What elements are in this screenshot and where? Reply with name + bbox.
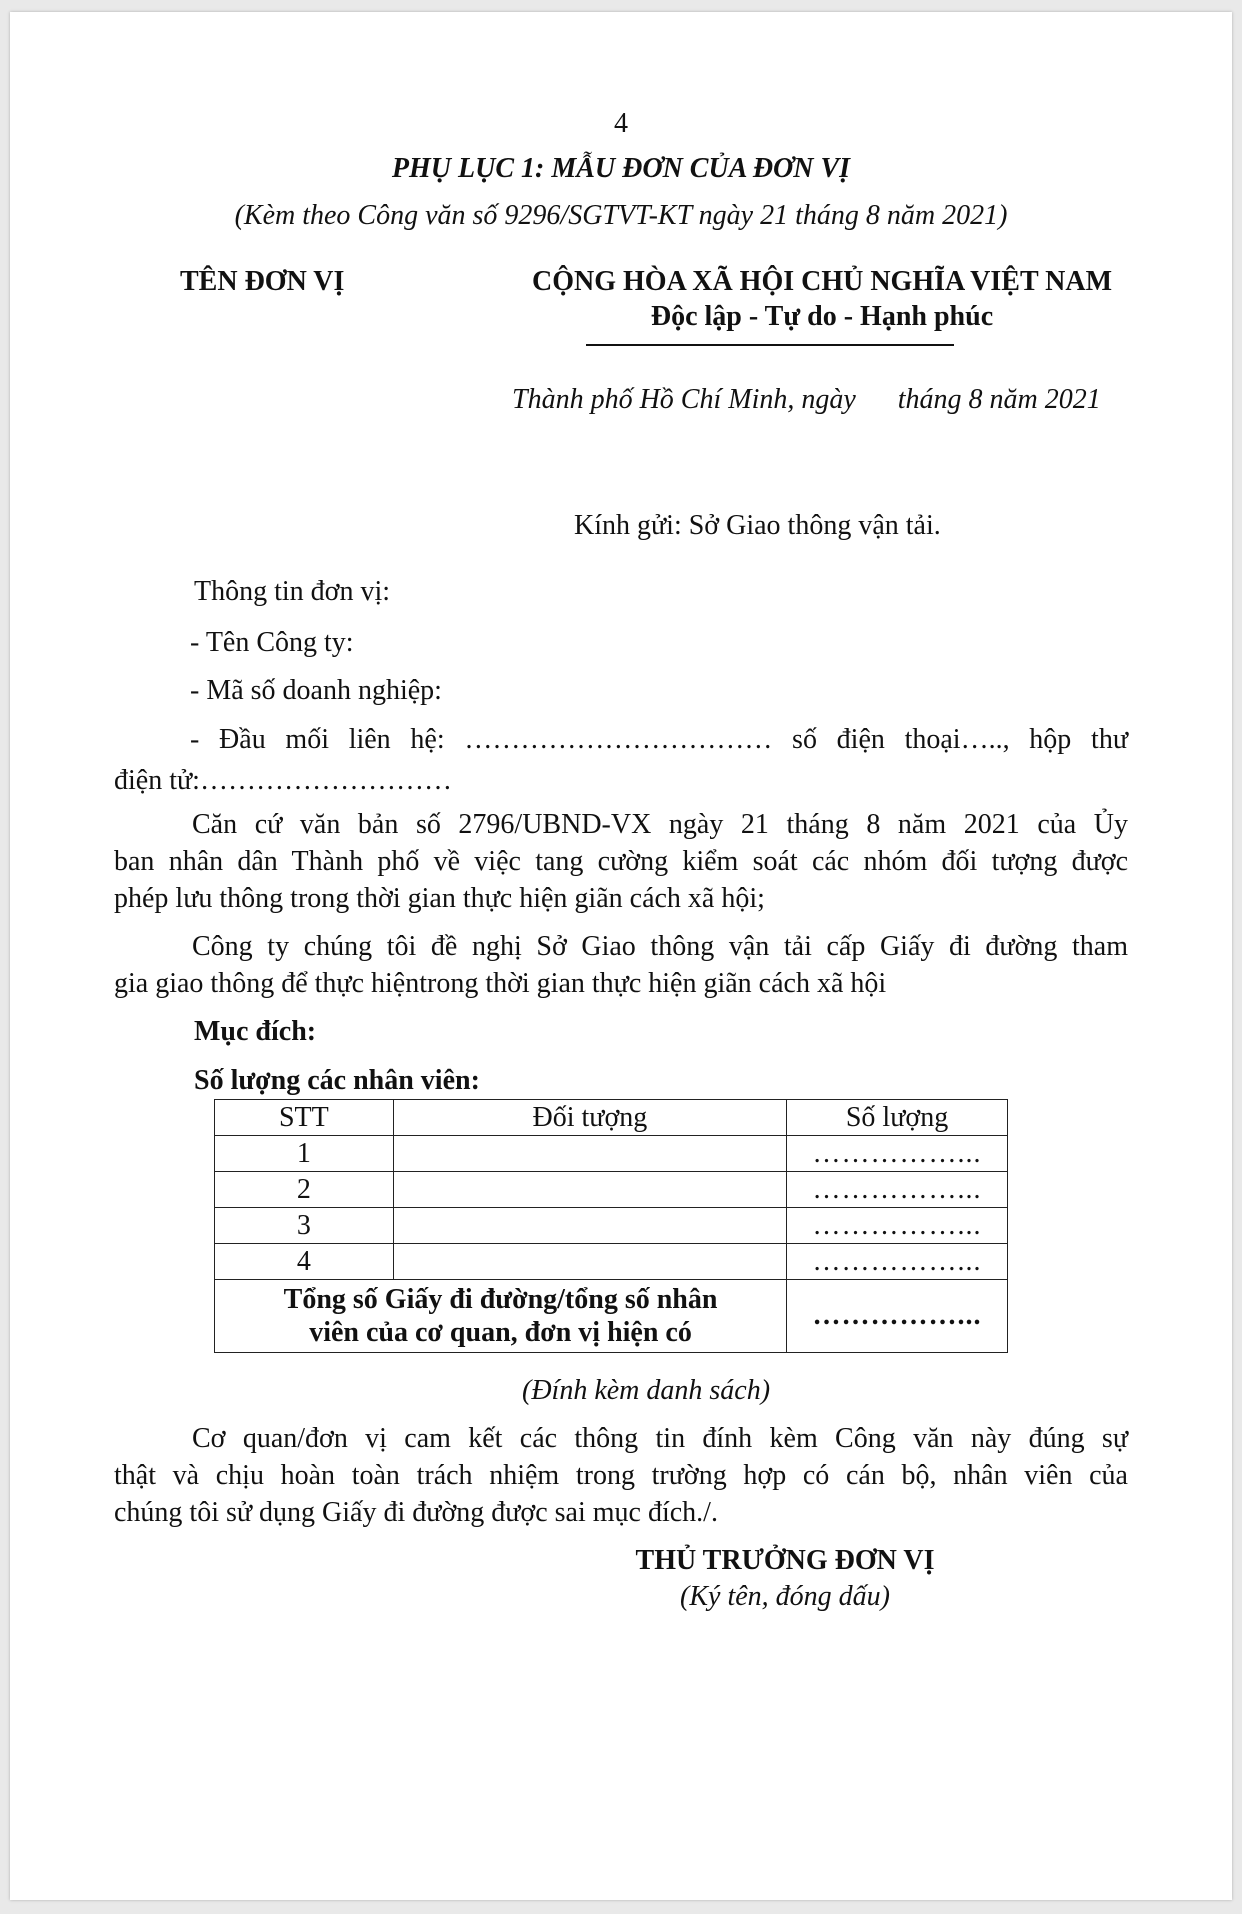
country-name: CỘNG HÒA XÃ HỘI CHỦ NGHĨA VIỆT NAM [531,266,1113,297]
staff-table [214,1099,1008,1353]
table-header-row [215,1100,1008,1136]
row-quantity: ……………... [787,1172,1008,1208]
row-object [393,1208,786,1244]
row-object [393,1244,786,1280]
tax-code-field: - Mã số doanh nghiệp: [190,675,442,706]
email-field: điện tử:……………………… [114,765,452,796]
national-motto: Độc lập - Tự do - Hạnh phúc [650,301,994,332]
row-quantity: ……………... [787,1244,1008,1280]
table-row [215,1136,1008,1172]
paragraph-2-line-2: gia giao thông để thực hiệntrong thời gian thực hiện giãn cách xã hội [114,968,887,999]
table-row [215,1244,1008,1280]
commitment-line-1: Cơ quan/đơn vị cam kết các thông tin đính kèm Công văn này đúng sự [192,1423,1128,1454]
row-quantity: ……………... [787,1208,1008,1244]
signature-note: (Ký tên, đóng dấu) [680,1581,890,1612]
total-value: ……………... [787,1280,1008,1353]
row-object [393,1172,786,1208]
row-stt: 1 [215,1136,394,1172]
header-object: Đối tượng [393,1100,786,1136]
staff-count-label: Số lượng các nhân viên: [194,1065,480,1096]
paragraph-2-line-1: Công ty chúng tôi đề nghị Sở Giao thông vận tải cấp Giấy đi đường tham [192,931,1128,962]
total-label [215,1280,787,1353]
appendix-subtitle: (Kèm theo Công văn số 9296/SGTVT-KT ngày 21 tháng 8 năm 2021) [234,200,1008,231]
commitment-line-3: chúng tôi sử dụng Giấy đi đường được sai mục đích./. [114,1497,718,1528]
table-total-row [215,1280,1008,1353]
total-label-line-1: Tổng số Giấy đi đường/tổng số nhân [283,1284,718,1315]
document-page [10,12,1232,1900]
paragraph-1-line-2: ban nhân dân Thành phố về việc tang cường kiểm soát các nhóm đối tượng được [114,846,1128,877]
recipient: Kính gửi: Sở Giao thông vận tải. [574,510,941,541]
table-row [215,1172,1008,1208]
row-quantity: ……………... [787,1136,1008,1172]
purpose-label: Mục đích: [194,1016,317,1047]
signature-title: THỦ TRƯỞNG ĐƠN VỊ [635,1545,935,1576]
total-label-line-2: viên của cơ quan, đơn vị hiện có [309,1317,692,1348]
row-stt: 2 [215,1172,394,1208]
motto-underline [586,344,954,346]
page-number: 4 [614,108,628,139]
appendix-title: PHỤ LỤC 1: MẪU ĐƠN CỦA ĐƠN VỊ [391,153,851,184]
commitment-line-2: thật và chịu hoàn toàn trách nhiệm trong trường hợp có cán bộ, nhân viên của [114,1460,1128,1491]
date-line: Thành phố Hồ Chí Minh, ngày tháng 8 năm 2021 [512,384,1101,415]
row-stt: 4 [215,1244,394,1280]
row-object [393,1136,786,1172]
paragraph-1-line-3: phép lưu thông trong thời gian thực hiện giãn cách xã hội; [114,883,765,914]
paragraph-1-line-1: Căn cứ văn bản số 2796/UBND-VX ngày 21 tháng 8 năm 2021 của Ủy [192,809,1128,840]
company-name-field: - Tên Công ty: [190,627,354,658]
header-quantity: Số lượng [787,1100,1008,1136]
unit-info-heading: Thông tin đơn vị: [194,576,391,607]
header-stt: STT [215,1100,394,1136]
unit-name: TÊN ĐƠN VỊ [180,266,345,297]
attachment-note: (Đính kèm danh sách) [522,1375,771,1406]
table-row [215,1208,1008,1244]
contact-field: - Đầu mối liên hệ: …………………………… số điện thoại….., hộp thư [190,724,1128,755]
row-stt: 3 [215,1208,394,1244]
